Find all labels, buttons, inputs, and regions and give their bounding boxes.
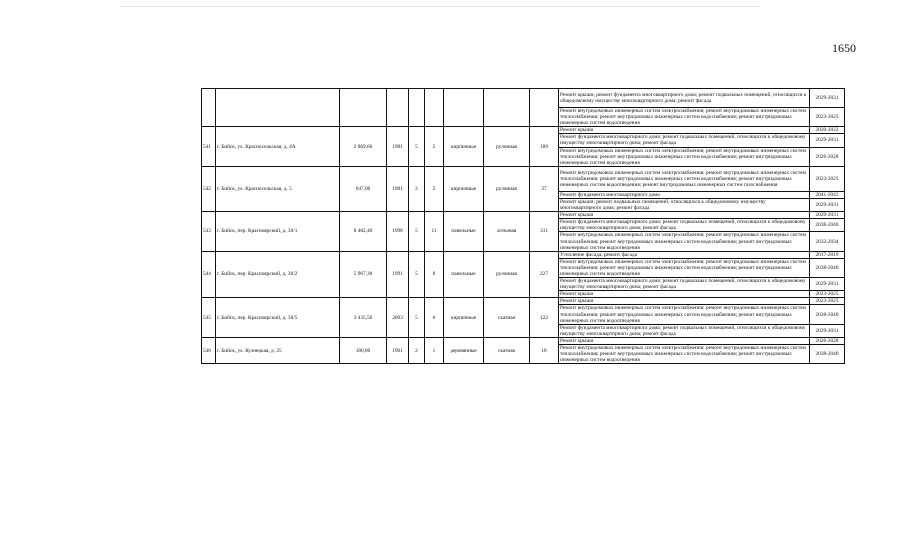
- table-row: [202, 251, 845, 258]
- work-type: Ремонт крыши: [559, 291, 810, 298]
- work-period: 2038-2040: [810, 305, 845, 324]
- house-area: 647,00: [340, 166, 387, 211]
- work-period: 2026-2028: [810, 147, 845, 166]
- table-row: [202, 166, 845, 191]
- work-type: Ремонт крыши; ремонт фундамента многоквартирного дома; ремонт подвальных помещений, относящихся к общедомовому имуществу многоквартирного дома; ремонт фасада: [559, 89, 810, 108]
- house-area: 2 869,60: [340, 127, 387, 167]
- house-floors: 5: [409, 251, 425, 298]
- house-walls: деревянные: [444, 337, 484, 363]
- house-number: 541: [202, 127, 216, 167]
- house-year: 1981: [387, 166, 409, 211]
- house-entrances: 6: [425, 298, 444, 338]
- house-number: 543: [202, 212, 216, 252]
- house-walls: кирпичные: [444, 166, 484, 211]
- house-roof: скатная: [484, 298, 530, 338]
- house-walls: панельные: [444, 212, 484, 252]
- house-address: [216, 89, 340, 127]
- capital-repair-table: [201, 88, 845, 364]
- work-period: 2023-2025: [810, 108, 845, 127]
- house-year: [387, 89, 409, 127]
- work-period: 2023-2025: [810, 291, 845, 298]
- work-type: Ремонт фундамента многоквартирного дома; ремонт подвальных помещений, относящихся к общедомовому имуществу многоквартирного дома; ремонт фасада: [559, 219, 810, 232]
- house-year: 2003: [387, 298, 409, 338]
- house-residents: [530, 89, 559, 127]
- work-period: 2038-2040: [810, 219, 845, 232]
- house-entrances: 11: [425, 212, 444, 252]
- house-address: г. Бийск, ул. Кузнецкая, д. 25: [216, 337, 340, 363]
- house-number: 545: [202, 298, 216, 338]
- table-row: [202, 298, 845, 305]
- work-type: Ремонт фундамента многоквартирного дома; ремонт подвальных помещений, относящихся к общедомовому имуществу многоквартирного дома; ремонт фасада: [559, 324, 810, 337]
- house-number: [202, 89, 216, 127]
- work-type: Ремонт крыши; ремонт подвальных помещений, относящихся к общедомовому имуществу многоквартирного дома; ремонт фасада: [559, 198, 810, 211]
- house-year: 1961: [387, 337, 409, 363]
- house-area: 8 482,40: [340, 212, 387, 252]
- house-floors: 2: [409, 337, 425, 363]
- work-period: 2026-2028: [810, 337, 845, 344]
- house-number: 546: [202, 337, 216, 363]
- work-period: 2017-2019: [810, 251, 845, 258]
- house-residents: 122: [530, 298, 559, 338]
- house-year: 1991: [387, 251, 409, 298]
- work-type: Ремонт крыши: [559, 337, 810, 344]
- work-period: 2029-2031: [810, 198, 845, 211]
- work-period: 2029-2031: [810, 278, 845, 291]
- work-type: Ремонт внутридомовых инженерных систем электроснабжения; ремонт внутридомовых инженерных систем теплоснабжения; ремонт внутридомовых инженерных систем водоснабжения; ремонт внутридомовых инженерных систем водоотведения: [559, 232, 810, 251]
- work-type: Ремонт внутридомовых инженерных систем электроснабжения; ремонт внутридомовых инженерных систем теплоснабжения; ремонт внутридомовых инженерных систем водоснабжения; ремонт внутридомовых инженерных систем водоотведения: [559, 305, 810, 324]
- house-floors: 5: [409, 127, 425, 167]
- house-walls: [444, 89, 484, 127]
- house-entrances: [425, 89, 444, 127]
- house-roof: скатная: [484, 337, 530, 363]
- house-entrances: 2: [425, 127, 444, 167]
- table-row: [202, 89, 845, 108]
- house-roof: рулонная: [484, 166, 530, 211]
- work-period: 2029-2031: [810, 324, 845, 337]
- table-row: [202, 127, 845, 134]
- house-roof: рулонная: [484, 251, 530, 298]
- house-roof: лотковая: [484, 212, 530, 252]
- work-type: Ремонт крыши: [559, 127, 810, 134]
- house-residents: 27: [530, 166, 559, 211]
- work-period: 2029-2031: [810, 89, 845, 108]
- work-type: Утепление фасада; ремонт фасада: [559, 251, 810, 258]
- house-floors: 2: [409, 166, 425, 211]
- house-number: 544: [202, 251, 216, 298]
- house-floors: 5: [409, 212, 425, 252]
- work-type: Ремонт фундамента многоквартирного дома: [559, 191, 810, 198]
- house-roof: [484, 89, 530, 127]
- work-type: Ремонт внутридомовых инженерных систем электроснабжения; ремонт внутридомовых инженерных систем теплоснабжения; ремонт внутридомовых инженерных систем водоснабжения; ремонт внутридомовых инженерных систем водоотведения: [559, 108, 810, 127]
- work-type: Ремонт внутридомовых инженерных систем электроснабжения; ремонт внутридомовых инженерных систем теплоснабжения; ремонт внутридомовых инженерных систем водоснабжения; ремонт внутридомовых инженерных систем водоотведения: [559, 147, 810, 166]
- house-walls: кирпичные: [444, 127, 484, 167]
- work-type: Ремонт крыши: [559, 298, 810, 305]
- house-address: г. Бийск, пер. Красноярский, д. 30/1: [216, 212, 340, 252]
- house-entrances: 2: [425, 166, 444, 211]
- house-year: 1981: [387, 127, 409, 167]
- house-address: г. Бийск, пер. Красноярский, д. 30/5: [216, 298, 340, 338]
- house-address: г. Бийск, ул. Красносельская, д. 4А: [216, 127, 340, 167]
- house-walls: панельные: [444, 251, 484, 298]
- house-walls: кирпичные: [444, 298, 484, 338]
- work-period: 2038-2040: [810, 258, 845, 277]
- house-residents: 189: [530, 127, 559, 167]
- scan-edge-artifact: [120, 6, 760, 7]
- house-area: 180,80: [340, 337, 387, 363]
- work-period: 2023-2025: [810, 298, 845, 305]
- table-row: [202, 212, 845, 219]
- house-entrances: 1: [425, 337, 444, 363]
- work-period: 2029-2031: [810, 212, 845, 219]
- work-type: Ремонт внутридомовых инженерных систем электроснабжения; ремонт внутридомовых инженерных систем теплоснабжения; ремонт внутридомовых инженерных систем водоснабжения; ремонт внутридомовых инженерных систем водоотведения; ремонт внутридомовых инженерных систем газоснабжения: [559, 166, 810, 191]
- work-period: 2038-2040: [810, 345, 845, 364]
- work-period: 2020-2022: [810, 127, 845, 134]
- work-type: Ремонт фундамента многоквартирного дома; ремонт подвальных помещений, относящихся к общедомовому имуществу многоквартирного дома; ремонт фасада: [559, 278, 810, 291]
- house-residents: 18: [530, 337, 559, 363]
- work-period: 2023-2025: [810, 166, 845, 191]
- work-type: Ремонт внутридомовых инженерных систем электроснабжения; ремонт внутридомовых инженерных систем теплоснабжения; ремонт внутридомовых инженерных систем водоснабжения; ремонт внутридомовых инженерных систем водоотведения: [559, 345, 810, 364]
- house-year: 1998: [387, 212, 409, 252]
- house-number: 542: [202, 166, 216, 211]
- work-period: 2029-2031: [810, 134, 845, 147]
- house-area: 3 435,50: [340, 298, 387, 338]
- page-number: 1650: [832, 41, 856, 55]
- work-type: Ремонт крыши: [559, 212, 810, 219]
- work-type: Ремонт фундамента многоквартирного дома; ремонт подвальных помещений, относящихся к общедомовому имуществу многоквартирного дома; ремонт фасада: [559, 134, 810, 147]
- house-floors: 5: [409, 298, 425, 338]
- house-roof: рулонная: [484, 127, 530, 167]
- house-entrances: 8: [425, 251, 444, 298]
- house-area: 5 967,30: [340, 251, 387, 298]
- house-area: [340, 89, 387, 127]
- house-residents: 311: [530, 212, 559, 252]
- house-residents: 227: [530, 251, 559, 298]
- work-period: 2032-2034: [810, 232, 845, 251]
- house-address: г. Бийск, пер. Красноярский, д. 30/2: [216, 251, 340, 298]
- house-floors: [409, 89, 425, 127]
- house-address: г. Бийск, ул. Красносельская, д. 5: [216, 166, 340, 211]
- work-period: 2041-2043: [810, 191, 845, 198]
- table-row: [202, 337, 845, 344]
- work-type: Ремонт внутридомовых инженерных систем электроснабжения; ремонт внутридомовых инженерных систем теплоснабжения; ремонт внутридомовых инженерных систем водоснабжения; ремонт внутридомовых инженерных систем водоотведения: [559, 258, 810, 277]
